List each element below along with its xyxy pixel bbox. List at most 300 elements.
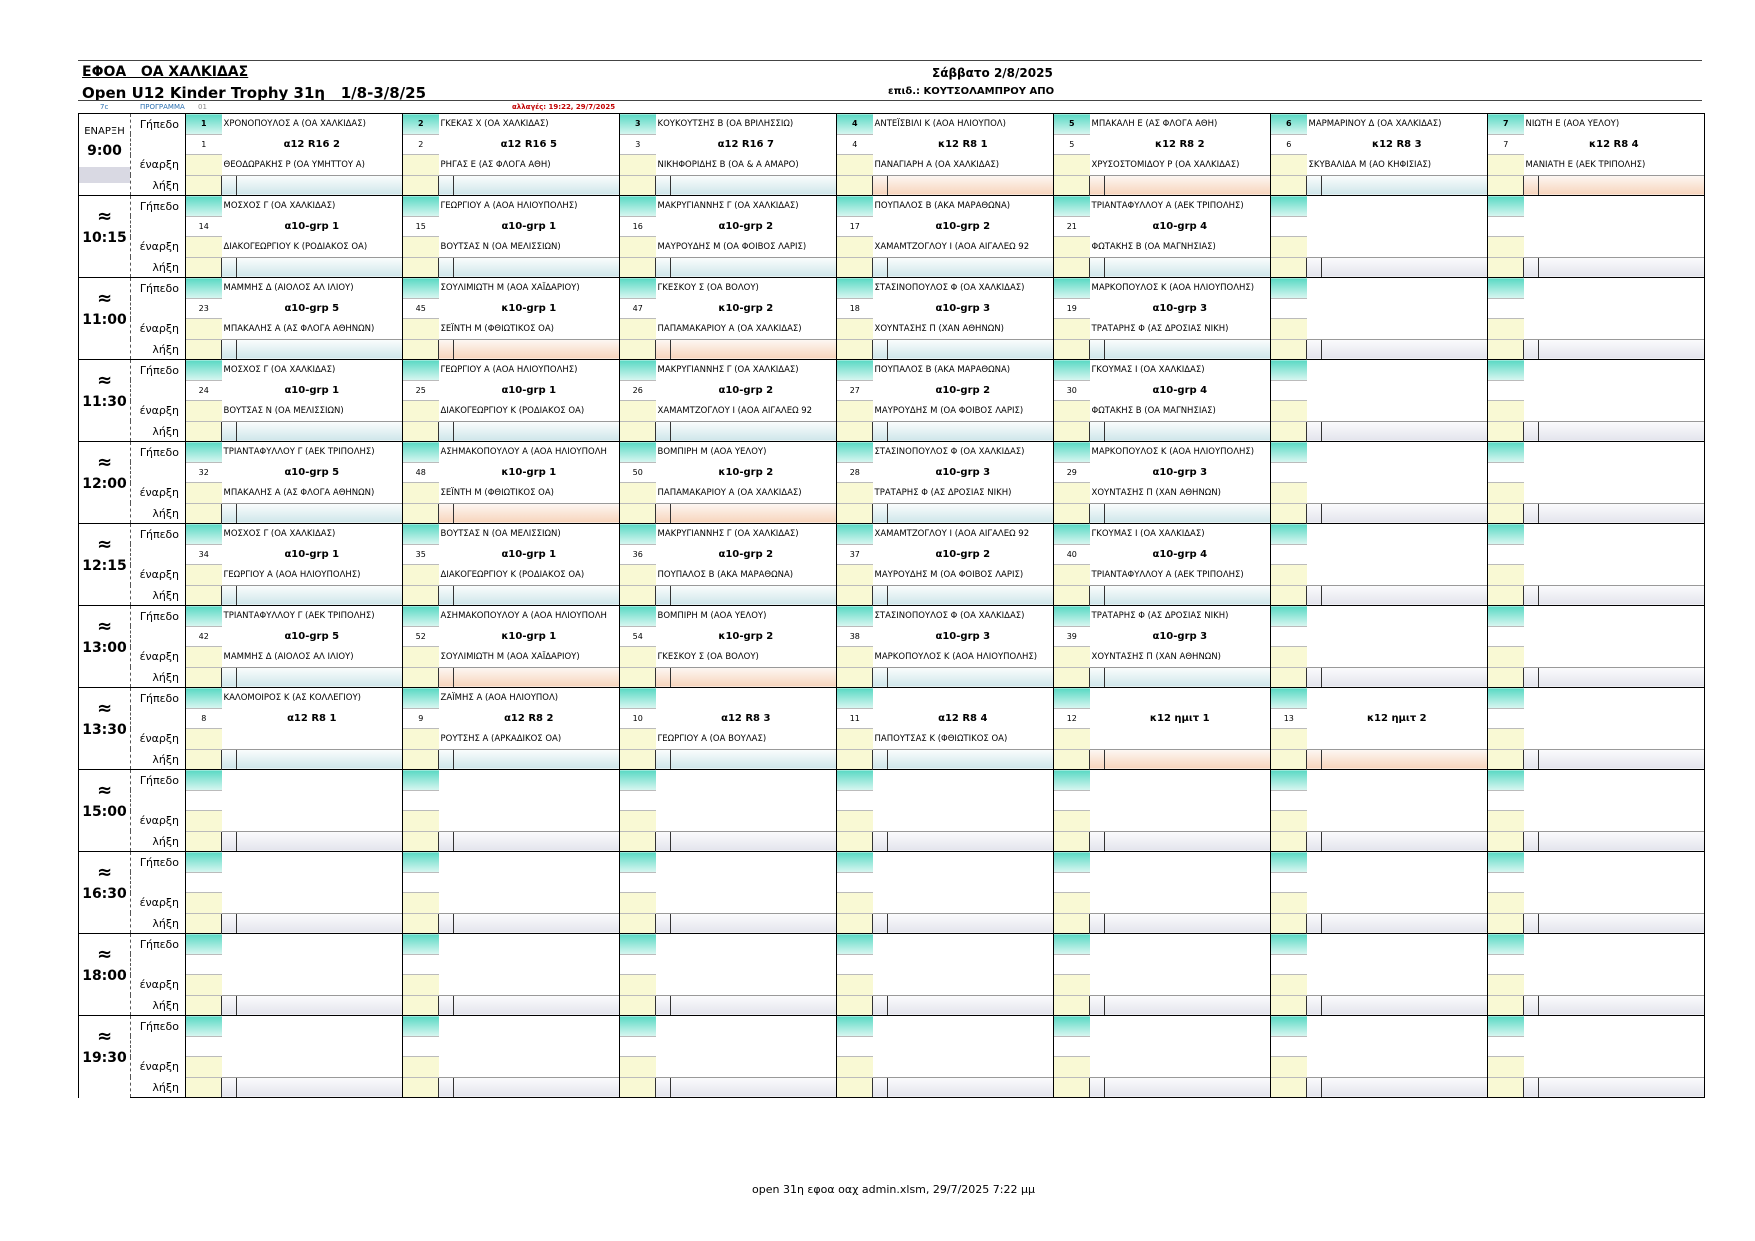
start-input[interactable] [837, 975, 873, 996]
result-bar[interactable] [455, 585, 620, 606]
start-input[interactable] [1271, 401, 1307, 422]
result-bar[interactable] [1106, 585, 1271, 606]
end-input[interactable] [1271, 995, 1307, 1016]
player-two: ΠΑΠΟΥΤΣΑΣ Κ (ΦΘΙΩΤΙΚΟΣ ΟΑ) [874, 733, 1008, 744]
end-input[interactable] [403, 995, 439, 1016]
match-number [1271, 1036, 1307, 1057]
end-input[interactable] [837, 995, 873, 1016]
end-input[interactable] [620, 831, 656, 852]
start-input[interactable] [1054, 975, 1090, 996]
start-input[interactable] [1271, 319, 1307, 340]
match-category [439, 790, 620, 811]
start-input[interactable] [620, 401, 656, 422]
end-input[interactable] [1271, 749, 1307, 770]
result-bar[interactable] [1323, 749, 1488, 770]
end-input[interactable] [186, 175, 222, 196]
result-bar[interactable] [1106, 1077, 1271, 1098]
result-bar[interactable] [1540, 749, 1705, 770]
end-input[interactable] [1488, 421, 1524, 442]
result-bar[interactable] [238, 831, 403, 852]
end-input[interactable] [186, 831, 222, 852]
result-bar[interactable] [238, 749, 403, 770]
start-input[interactable] [837, 1057, 873, 1078]
start-input[interactable] [186, 975, 222, 996]
slot-row [79, 975, 1705, 996]
end-input[interactable] [1271, 175, 1307, 196]
player-one: ΒΟΜΠΙΡΗ Μ (ΑΟΑ ΥΕΛΟΥ) [656, 442, 837, 463]
match-category: α12 R8 2 [504, 712, 554, 724]
result-bar[interactable] [672, 913, 837, 934]
result-bar[interactable] [889, 995, 1054, 1016]
result-bar[interactable] [455, 1077, 620, 1098]
start-input[interactable] [403, 319, 439, 340]
result-bar[interactable] [1106, 749, 1271, 770]
result-bar[interactable] [455, 667, 620, 688]
result-bar[interactable] [1540, 585, 1705, 606]
result-bar[interactable] [672, 503, 837, 524]
end-input[interactable] [403, 503, 439, 524]
start-input[interactable] [186, 319, 222, 340]
result-bar[interactable] [889, 667, 1054, 688]
start-input[interactable] [1488, 319, 1524, 340]
start-label: έναρξη [131, 975, 186, 996]
end-input[interactable] [1271, 831, 1307, 852]
player-one [1524, 688, 1705, 709]
start-input[interactable] [620, 319, 656, 340]
end-input[interactable] [1271, 421, 1307, 442]
end-input[interactable] [403, 339, 439, 360]
start-input[interactable] [403, 483, 439, 504]
start-input[interactable] [1271, 237, 1307, 258]
result-bar[interactable] [455, 831, 620, 852]
start-input[interactable] [1054, 483, 1090, 504]
end-input[interactable] [1054, 995, 1090, 1016]
result-bar[interactable] [238, 1077, 403, 1098]
result-bar[interactable] [1323, 1077, 1488, 1098]
start-input[interactable] [1488, 975, 1524, 996]
player-two: ΣΟΥΛΙΜΙΩΤΗ Μ (ΑΟΑ ΧΑΪΔΑΡΙΟΥ) [440, 651, 580, 662]
end-input[interactable] [1488, 913, 1524, 934]
end-input[interactable] [403, 175, 439, 196]
result-bar[interactable] [455, 339, 620, 360]
result-bar[interactable] [1106, 831, 1271, 852]
result-bar[interactable] [238, 667, 403, 688]
end-input[interactable] [837, 667, 873, 688]
end-input[interactable] [620, 339, 656, 360]
end-input[interactable] [620, 585, 656, 606]
end-input[interactable] [1054, 831, 1090, 852]
end-input[interactable] [620, 749, 656, 770]
result-bar[interactable] [1540, 1077, 1705, 1098]
end-input[interactable] [837, 175, 873, 196]
result-bar[interactable] [455, 421, 620, 442]
start-input[interactable] [1054, 155, 1090, 176]
result-bar[interactable] [1106, 421, 1271, 442]
match-category [1307, 298, 1488, 319]
end-input[interactable] [837, 831, 873, 852]
end-input[interactable] [620, 667, 656, 688]
result-bar[interactable] [238, 913, 403, 934]
start-input[interactable] [1488, 893, 1524, 914]
match-category [439, 872, 620, 893]
result-bar[interactable] [889, 257, 1054, 278]
result-bar[interactable] [672, 175, 837, 196]
end-input[interactable] [1054, 421, 1090, 442]
result-bar[interactable] [1540, 995, 1705, 1016]
end-input[interactable] [403, 831, 439, 852]
start-input[interactable] [620, 893, 656, 914]
start-input[interactable] [1488, 483, 1524, 504]
end-input[interactable] [1271, 257, 1307, 278]
end-input[interactable] [620, 1077, 656, 1098]
court-number-cell [186, 360, 222, 381]
start-input[interactable] [1271, 893, 1307, 914]
result-bar[interactable] [1323, 831, 1488, 852]
slot-row [79, 216, 1705, 237]
start-input[interactable] [837, 565, 873, 586]
start-input[interactable] [620, 729, 656, 750]
result-bar[interactable] [238, 421, 403, 442]
court-number-cell [1271, 360, 1307, 381]
match-category [656, 954, 837, 975]
result-bar[interactable] [1540, 257, 1705, 278]
end-input[interactable] [186, 339, 222, 360]
end-input[interactable] [186, 913, 222, 934]
start-input[interactable] [1271, 647, 1307, 668]
end-input[interactable] [1488, 175, 1524, 196]
start-input[interactable] [403, 237, 439, 258]
result-bar[interactable] [455, 995, 620, 1016]
result-bar[interactable] [672, 585, 837, 606]
result-bar[interactable] [1106, 667, 1271, 688]
start-input[interactable] [1054, 893, 1090, 914]
start-input[interactable] [620, 483, 656, 504]
result-bar[interactable] [238, 175, 403, 196]
end-input[interactable] [403, 585, 439, 606]
end-input[interactable] [186, 421, 222, 442]
match-number [186, 872, 222, 893]
end-input[interactable] [837, 1077, 873, 1098]
start-input[interactable] [186, 811, 222, 832]
end-input[interactable] [186, 1077, 222, 1098]
end-input[interactable] [1054, 749, 1090, 770]
end-input[interactable] [1488, 831, 1524, 852]
end-input[interactable] [186, 503, 222, 524]
player-one [1090, 934, 1271, 955]
result-tick [1524, 913, 1540, 934]
start-input[interactable] [1488, 811, 1524, 832]
start-input[interactable] [1054, 811, 1090, 832]
end-input[interactable] [837, 257, 873, 278]
start-input[interactable] [1488, 565, 1524, 586]
end-input[interactable] [620, 257, 656, 278]
start-input[interactable] [186, 401, 222, 422]
start-input[interactable] [620, 1057, 656, 1078]
result-bar[interactable] [238, 503, 403, 524]
result-bar[interactable] [1106, 175, 1271, 196]
end-input[interactable] [1054, 667, 1090, 688]
end-input[interactable] [620, 175, 656, 196]
result-bar[interactable] [889, 913, 1054, 934]
start-input[interactable] [620, 565, 656, 586]
end-input[interactable] [837, 585, 873, 606]
start-input[interactable] [1271, 811, 1307, 832]
end-input[interactable] [1488, 585, 1524, 606]
player-two: ΜΑΝΙΑΤΗ Ε (ΑΕΚ ΤΡΙΠΟΛΗΣ) [1524, 155, 1705, 176]
start-input[interactable] [403, 647, 439, 668]
start-input[interactable] [837, 811, 873, 832]
start-input[interactable] [620, 237, 656, 258]
end-input[interactable] [1488, 1077, 1524, 1098]
result-bar[interactable] [1106, 339, 1271, 360]
result-bar[interactable] [1540, 175, 1705, 196]
end-input[interactable] [1054, 913, 1090, 934]
start-input[interactable] [837, 237, 873, 258]
result-bar[interactable] [1540, 913, 1705, 934]
start-input[interactable] [1488, 155, 1524, 176]
player-two: ΧΟΥΝΤΑΣΗΣ Π (ΧΑΝ ΑΘΗΝΩΝ) [874, 323, 1004, 334]
end-input[interactable] [1271, 503, 1307, 524]
start-input[interactable] [403, 975, 439, 996]
result-bar[interactable] [455, 749, 620, 770]
start-input[interactable] [837, 155, 873, 176]
result-bar[interactable] [238, 995, 403, 1016]
result-bar[interactable] [889, 421, 1054, 442]
start-input[interactable] [1054, 565, 1090, 586]
start-input[interactable] [186, 237, 222, 258]
end-input[interactable] [1271, 913, 1307, 934]
end-input[interactable] [1488, 257, 1524, 278]
start-input[interactable] [620, 155, 656, 176]
end-input[interactable] [186, 749, 222, 770]
player-two [1090, 729, 1271, 750]
player-one [656, 1016, 837, 1037]
result-bar[interactable] [889, 1077, 1054, 1098]
end-input[interactable] [1054, 175, 1090, 196]
start-input[interactable] [1271, 1057, 1307, 1078]
end-input[interactable] [186, 995, 222, 1016]
start-input[interactable] [1488, 647, 1524, 668]
end-input[interactable] [186, 257, 222, 278]
end-input[interactable] [620, 503, 656, 524]
end-input[interactable] [1054, 503, 1090, 524]
start-input[interactable] [186, 483, 222, 504]
court-number-cell [1054, 196, 1090, 217]
result-bar[interactable] [889, 503, 1054, 524]
start-input[interactable] [837, 401, 873, 422]
start-input[interactable] [620, 647, 656, 668]
end-input[interactable] [1488, 339, 1524, 360]
start-input[interactable] [1271, 975, 1307, 996]
start-label: έναρξη [131, 319, 186, 340]
end-input[interactable] [1054, 257, 1090, 278]
player-two [656, 975, 837, 996]
result-bar[interactable] [238, 585, 403, 606]
result-bar[interactable] [1540, 667, 1705, 688]
result-bar[interactable] [889, 175, 1054, 196]
result-bar[interactable] [1323, 175, 1488, 196]
start-input[interactable] [837, 483, 873, 504]
start-input[interactable] [1054, 237, 1090, 258]
start-input[interactable] [837, 893, 873, 914]
result-bar[interactable] [1540, 421, 1705, 442]
match-category [1307, 790, 1488, 811]
end-input[interactable] [1271, 585, 1307, 606]
match-number [1488, 790, 1524, 811]
result-bar[interactable] [889, 585, 1054, 606]
end-input[interactable] [837, 339, 873, 360]
end-input[interactable] [837, 749, 873, 770]
start-input[interactable] [403, 565, 439, 586]
result-bar[interactable] [1323, 421, 1488, 442]
result-bar[interactable] [672, 667, 837, 688]
end-input[interactable] [1271, 339, 1307, 360]
end-input[interactable] [403, 1077, 439, 1098]
match-number [1488, 872, 1524, 893]
result-bar[interactable] [1323, 913, 1488, 934]
end-input[interactable] [186, 667, 222, 688]
result-bar[interactable] [455, 503, 620, 524]
end-input[interactable] [403, 749, 439, 770]
result-bar[interactable] [1323, 585, 1488, 606]
match-category [1090, 1036, 1271, 1057]
start-input[interactable] [1488, 1057, 1524, 1078]
end-input[interactable] [837, 421, 873, 442]
result-tick [1307, 585, 1323, 606]
start-input[interactable] [837, 729, 873, 750]
court-number-cell [403, 606, 439, 627]
start-input[interactable] [1488, 237, 1524, 258]
end-input[interactable] [186, 585, 222, 606]
result-bar[interactable] [889, 749, 1054, 770]
result-bar[interactable] [672, 995, 837, 1016]
start-input[interactable] [403, 1057, 439, 1078]
player-one [873, 1016, 1054, 1037]
start-input[interactable] [403, 155, 439, 176]
result-bar[interactable] [672, 257, 837, 278]
result-bar[interactable] [1540, 339, 1705, 360]
start-input[interactable] [1488, 401, 1524, 422]
end-input[interactable] [1271, 667, 1307, 688]
end-input[interactable] [1054, 339, 1090, 360]
end-input[interactable] [1488, 503, 1524, 524]
player-two [873, 893, 1054, 914]
start-input[interactable] [186, 893, 222, 914]
result-bar[interactable] [455, 257, 620, 278]
result-bar[interactable] [455, 913, 620, 934]
match-number [620, 954, 656, 975]
player-one [1524, 278, 1705, 299]
result-bar[interactable] [238, 339, 403, 360]
result-bar[interactable] [238, 257, 403, 278]
result-bar[interactable] [1540, 831, 1705, 852]
end-input[interactable] [403, 913, 439, 934]
result-bar[interactable] [1323, 339, 1488, 360]
start-input[interactable] [620, 975, 656, 996]
start-input[interactable] [1271, 565, 1307, 586]
result-bar[interactable] [1540, 503, 1705, 524]
end-input[interactable] [1054, 585, 1090, 606]
result-bar[interactable] [672, 339, 837, 360]
end-input[interactable] [403, 667, 439, 688]
start-input[interactable] [1054, 401, 1090, 422]
start-input[interactable] [186, 729, 222, 750]
start-input[interactable] [403, 401, 439, 422]
end-input[interactable] [1488, 667, 1524, 688]
result-bar[interactable] [1106, 995, 1271, 1016]
player-two: ΔΙΑΚΟΓΕΩΡΓΙΟΥ Κ (ΡΟΔΙΑΚΟΣ ΟΑ) [440, 569, 585, 580]
end-input[interactable] [1488, 749, 1524, 770]
start-input[interactable] [1054, 319, 1090, 340]
result-tick [1090, 1077, 1106, 1098]
court-number-cell [1054, 606, 1090, 627]
result-bar[interactable] [889, 831, 1054, 852]
end-input[interactable] [403, 257, 439, 278]
result-bar[interactable] [1323, 503, 1488, 524]
end-input[interactable] [837, 913, 873, 934]
start-input[interactable] [837, 319, 873, 340]
result-bar[interactable] [1106, 913, 1271, 934]
match-number: 1 [186, 134, 222, 155]
start-input[interactable] [1271, 483, 1307, 504]
result-bar[interactable] [1323, 257, 1488, 278]
end-input[interactable] [620, 913, 656, 934]
start-input[interactable] [186, 155, 222, 176]
start-input[interactable] [1271, 155, 1307, 176]
end-input[interactable] [1271, 1077, 1307, 1098]
result-bar[interactable] [672, 831, 837, 852]
result-bar[interactable] [672, 1077, 837, 1098]
slot-row [79, 729, 1705, 750]
match-category [1307, 872, 1488, 893]
start-input[interactable] [620, 811, 656, 832]
approx-symbol: ≈ [96, 697, 113, 719]
result-bar[interactable] [1106, 503, 1271, 524]
match-category [1090, 954, 1271, 975]
start-input[interactable] [1054, 729, 1090, 750]
start-input[interactable] [186, 647, 222, 668]
player-two [1524, 729, 1705, 750]
start-input[interactable] [1054, 647, 1090, 668]
result-bar[interactable] [672, 421, 837, 442]
end-input[interactable] [1054, 1077, 1090, 1098]
start-input[interactable] [1271, 729, 1307, 750]
end-input[interactable] [1488, 995, 1524, 1016]
match-category [873, 872, 1054, 893]
result-bar[interactable] [672, 749, 837, 770]
start-input[interactable] [403, 811, 439, 832]
result-bar[interactable] [455, 175, 620, 196]
result-bar[interactable] [1106, 257, 1271, 278]
slot-row [79, 380, 1705, 401]
start-input[interactable] [186, 1057, 222, 1078]
end-input[interactable] [837, 503, 873, 524]
start-input[interactable] [1488, 729, 1524, 750]
start-input[interactable] [403, 729, 439, 750]
end-input[interactable] [403, 421, 439, 442]
result-bar[interactable] [1323, 667, 1488, 688]
start-input[interactable] [837, 647, 873, 668]
start-input[interactable] [403, 893, 439, 914]
start-input[interactable] [186, 565, 222, 586]
result-tick [1307, 749, 1323, 770]
result-bar[interactable] [1323, 995, 1488, 1016]
end-input[interactable] [620, 421, 656, 442]
result-bar[interactable] [889, 339, 1054, 360]
start-input[interactable] [1054, 1057, 1090, 1078]
result-tick [1524, 175, 1540, 196]
end-input[interactable] [620, 995, 656, 1016]
